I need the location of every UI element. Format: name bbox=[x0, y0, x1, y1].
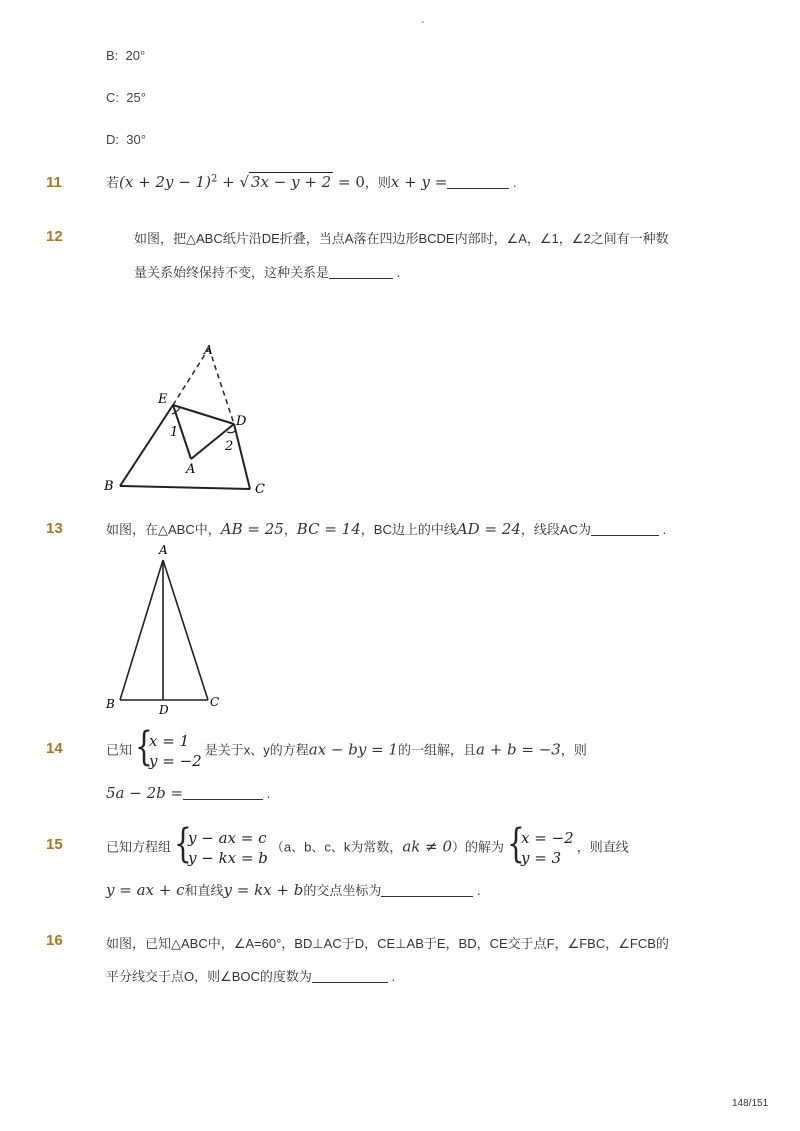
q13-text: ，线段AC为 bbox=[520, 522, 591, 537]
option-b bbox=[106, 48, 145, 63]
q15-text: 已知方程组 bbox=[106, 839, 172, 855]
label-c: C bbox=[255, 482, 265, 497]
q15-line2-eq: y = kx + b bbox=[223, 881, 304, 899]
q15-text: （a、b、c、k为常数， bbox=[270, 839, 403, 855]
q11-prefix: 若 bbox=[106, 175, 120, 190]
system-row: y = −2 bbox=[149, 752, 202, 770]
q16-end: . bbox=[387, 969, 396, 984]
question-14-line1 bbox=[106, 724, 587, 771]
q13-text: 如图，在△ABC中， bbox=[106, 522, 221, 537]
q15-text: 和直线 bbox=[184, 883, 224, 898]
q11-end: . bbox=[509, 175, 517, 190]
option-text: 20° bbox=[125, 48, 146, 63]
system-row: x = 1 bbox=[149, 732, 190, 750]
option-text: 25° bbox=[126, 90, 146, 105]
fold-line-de bbox=[173, 405, 234, 424]
brace-icon: { bbox=[174, 821, 192, 867]
q15-text: ）的解为 bbox=[452, 839, 505, 855]
side-ac bbox=[163, 560, 208, 700]
label-d: D bbox=[159, 703, 169, 715]
q14-expr: 5a − 2b = bbox=[106, 784, 184, 802]
q11-exponent: 2 bbox=[210, 173, 218, 185]
answer-blank[interactable] bbox=[312, 968, 388, 983]
label-a-inner: A bbox=[186, 462, 196, 477]
q16-line2-text: 平分线交于点O，则∠BOC的度数为 bbox=[106, 969, 312, 984]
q11-plus: + bbox=[217, 173, 240, 191]
q13-ab: AB = 25 bbox=[220, 520, 284, 538]
isosceles-triangle-figure bbox=[100, 540, 230, 715]
label-a: A bbox=[159, 543, 168, 557]
fold-triangle-figure bbox=[100, 340, 280, 500]
answer-blank[interactable] bbox=[381, 882, 473, 897]
q14-text: 是关于x、y的方程 bbox=[204, 742, 309, 758]
solution-system bbox=[507, 821, 574, 868]
q14-text: 的一组解，且 bbox=[397, 742, 476, 758]
question-number: 15 bbox=[46, 836, 63, 853]
answer-blank[interactable] bbox=[183, 785, 263, 800]
question-16-line2 bbox=[106, 966, 395, 985]
q14-text: ，则 bbox=[560, 742, 587, 758]
q13-text: ， bbox=[283, 522, 297, 537]
equation-system bbox=[174, 821, 268, 868]
q13-bc: BC = 14 bbox=[296, 520, 361, 538]
system-row: x = −2 bbox=[521, 829, 574, 847]
q13-ad: AD = 24 bbox=[456, 520, 521, 538]
q15-line1-eq: y = ax + c bbox=[106, 881, 185, 899]
option-letter: C: bbox=[106, 90, 119, 105]
system-row: y = 3 bbox=[521, 849, 562, 867]
q11-sqrt-body: 3x − y + 2 bbox=[251, 173, 332, 191]
question-14-line2 bbox=[106, 784, 270, 802]
q15-text: 的交点坐标为 bbox=[303, 883, 382, 898]
q15-text: ，则直线 bbox=[576, 839, 629, 855]
question-15-line2 bbox=[106, 880, 481, 899]
option-c bbox=[106, 90, 146, 105]
q11-eq-zero: = 0 bbox=[333, 173, 365, 191]
answer-blank[interactable] bbox=[329, 264, 393, 279]
q14-equation: ax − by = 1 bbox=[308, 740, 398, 759]
system-row: y − ax = c bbox=[188, 829, 267, 847]
side-cd bbox=[234, 424, 250, 489]
page-number: 148/151 bbox=[732, 1098, 769, 1109]
question-number: 11 bbox=[46, 174, 62, 191]
label-c: C bbox=[210, 695, 220, 709]
q15-end: . bbox=[473, 883, 481, 898]
q13-text: ，BC边上的中线 bbox=[360, 522, 457, 537]
option-d bbox=[106, 132, 146, 147]
system-row: y − kx = b bbox=[188, 849, 268, 867]
q11-expr2: x + y = bbox=[390, 173, 448, 191]
side-ab bbox=[120, 560, 163, 700]
q11-connector: ，则 bbox=[364, 175, 391, 190]
label-a-top: A bbox=[204, 343, 213, 357]
brace-icon: { bbox=[135, 724, 153, 770]
question-15-line1 bbox=[106, 821, 629, 868]
side-bc bbox=[120, 486, 250, 489]
question-13-text bbox=[106, 519, 666, 538]
q11-expr: (x + 2y − 1) bbox=[119, 173, 211, 191]
question-12-line2 bbox=[134, 262, 400, 281]
q14-text: 已知 bbox=[106, 742, 133, 758]
question-12-line1: 如图，把△ABC纸片沿DE折叠，当点A落在四边形BCDE内部时，∠A，∠1，∠2之间有一种数 bbox=[134, 231, 669, 246]
label-d: D bbox=[236, 414, 247, 429]
label-b: B bbox=[104, 479, 114, 494]
top-mark: - bbox=[421, 16, 425, 28]
question-number: 16 bbox=[46, 932, 63, 949]
q14-condition: a + b = −3 bbox=[475, 740, 561, 759]
option-letter: D: bbox=[106, 132, 119, 147]
label-angle-2: 2 bbox=[225, 439, 234, 454]
q12-line2-text: 量关系始终保持不变，这种关系是 bbox=[134, 265, 330, 280]
sqrt-symbol: √ bbox=[239, 173, 249, 191]
q15-condition: ak ≠ 0 bbox=[402, 837, 453, 856]
option-text: 30° bbox=[126, 132, 146, 147]
label-e: E bbox=[158, 392, 168, 407]
label-angle-1: 1 bbox=[170, 425, 179, 440]
question-11-text bbox=[106, 172, 517, 191]
q13-end: . bbox=[658, 522, 667, 537]
question-number: 12 bbox=[46, 228, 63, 245]
q14-end: . bbox=[263, 786, 271, 801]
question-number: 13 bbox=[46, 520, 63, 537]
q12-end: . bbox=[393, 265, 401, 280]
question-number: 14 bbox=[46, 740, 63, 757]
equation-system bbox=[135, 724, 202, 771]
answer-blank[interactable] bbox=[591, 521, 659, 536]
option-letter: B: bbox=[106, 48, 119, 63]
question-16-line1: 如图，已知△ABC中，∠A=60°，BD⊥AC于D，CE⊥AB于E，BD，CE交于点F，∠FBC，∠FCB的 bbox=[106, 936, 669, 951]
label-b: B bbox=[106, 697, 115, 711]
side-be bbox=[120, 405, 173, 486]
brace-icon: { bbox=[507, 821, 525, 867]
answer-blank[interactable] bbox=[447, 174, 509, 189]
dashed-da bbox=[209, 348, 234, 424]
